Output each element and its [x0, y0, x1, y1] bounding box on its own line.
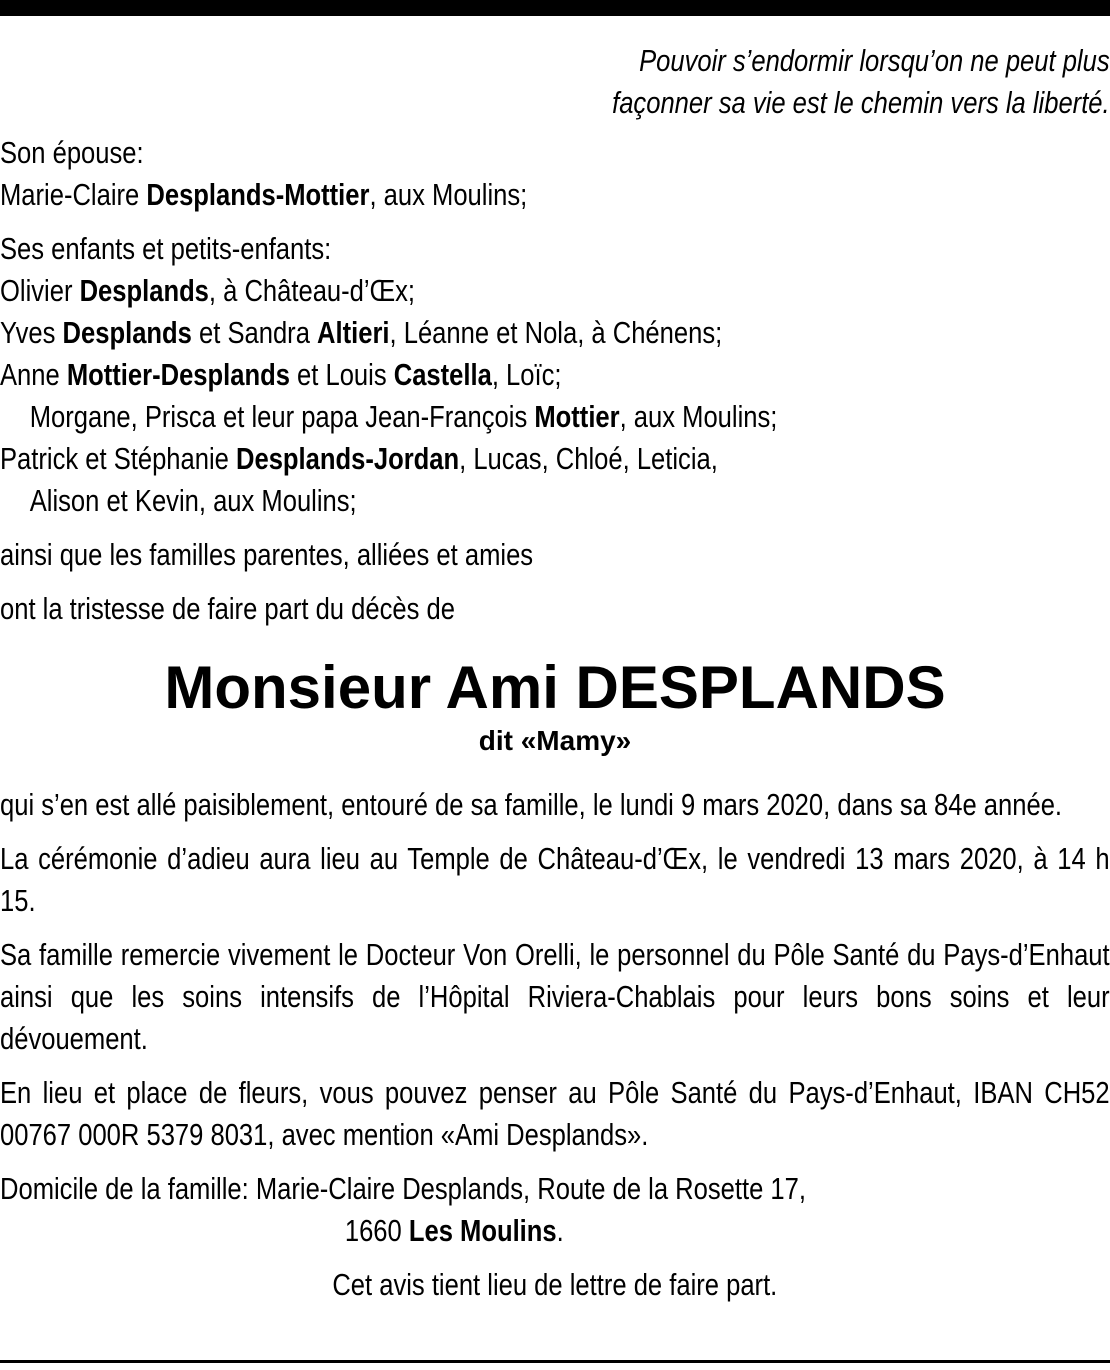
children-block — [0, 228, 1110, 522]
children-heading: Ses enfants et petits-enfants: — [0, 231, 332, 266]
child-line: Alison et Kevin, aux Moulins; — [29, 483, 357, 518]
deceased-nickname: dit «Mamy» — [478, 725, 632, 756]
domicile-line-1: Domicile de la famille: Marie-Claire Desplands, Route de la Rosette 17, — [0, 1171, 806, 1206]
epigraph — [0, 40, 1110, 124]
death-notice — [0, 40, 1110, 630]
domicile-line-2: 1660 Les Moulins. — [344, 1213, 564, 1248]
spouse-heading: Son épouse: — [0, 135, 144, 170]
families-line: ainsi que les familles parentes, alliées et amies — [0, 537, 534, 572]
epigraph-line-1: Pouvoir s’endormir lorsqu’on ne peut plus — [639, 43, 1110, 78]
spouse-line: Marie-Claire Desplands-Mottier, aux Moulins; — [0, 177, 528, 212]
epigraph-line-2: façonner sa vie est le chemin vers la liberté. — [612, 85, 1110, 120]
child-line: Patrick et Stéphanie Desplands-Jordan, Lucas, Chloé, Leticia, — [0, 441, 718, 476]
announce-line: ont la tristesse de faire part du décès de — [0, 591, 455, 626]
bottom-rule — [0, 1360, 1110, 1363]
child-line: Anne Mottier-Desplands et Louis Castella, Loïc; — [0, 357, 562, 392]
domicile-block — [0, 1168, 1110, 1252]
deceased-name: Monsieur Ami DESPLANDS — [164, 654, 946, 721]
child-line: Olivier Desplands, à Château-d’Œx; — [0, 273, 416, 308]
flowers-paragraph: En lieu et place de fleurs, vous pouvez penser au Pôle Santé du Pays-d’Enhaut, IBAN CH52 00767 000R 5379 8031, avec mention «Ami Desplands». — [0, 1075, 1110, 1152]
passing-paragraph: qui s’en est allé paisiblement, entouré de sa famille, le lundi 9 mars 2020, dans sa 84e année. — [0, 787, 1063, 822]
closing-line: Cet avis tient lieu de lettre de faire part. — [332, 1267, 778, 1302]
ceremony-paragraph: La cérémonie d’adieu aura lieu au Temple de Château-d’Œx, le vendredi 13 mars 2020, à 14 h 15. — [0, 841, 1110, 918]
top-rule — [0, 0, 1110, 16]
child-line: Morgane, Prisca et leur papa Jean-François Mottier, aux Moulins; — [29, 399, 778, 434]
notice-body — [0, 784, 1110, 1306]
thanks-paragraph: Sa famille remercie vivement le Docteur Von Orelli, le personnel du Pôle Santé du Pays-d’Enhaut ainsi que les soins intensifs de l’Hôpital Riviera-Chablais pour leurs bons soins et leur dévouement. — [0, 937, 1110, 1056]
child-line: Yves Desplands et Sandra Altieri, Léanne et Nola, à Chénens; — [0, 315, 723, 350]
deceased-heading — [0, 652, 1110, 758]
spouse-block — [0, 132, 1110, 216]
